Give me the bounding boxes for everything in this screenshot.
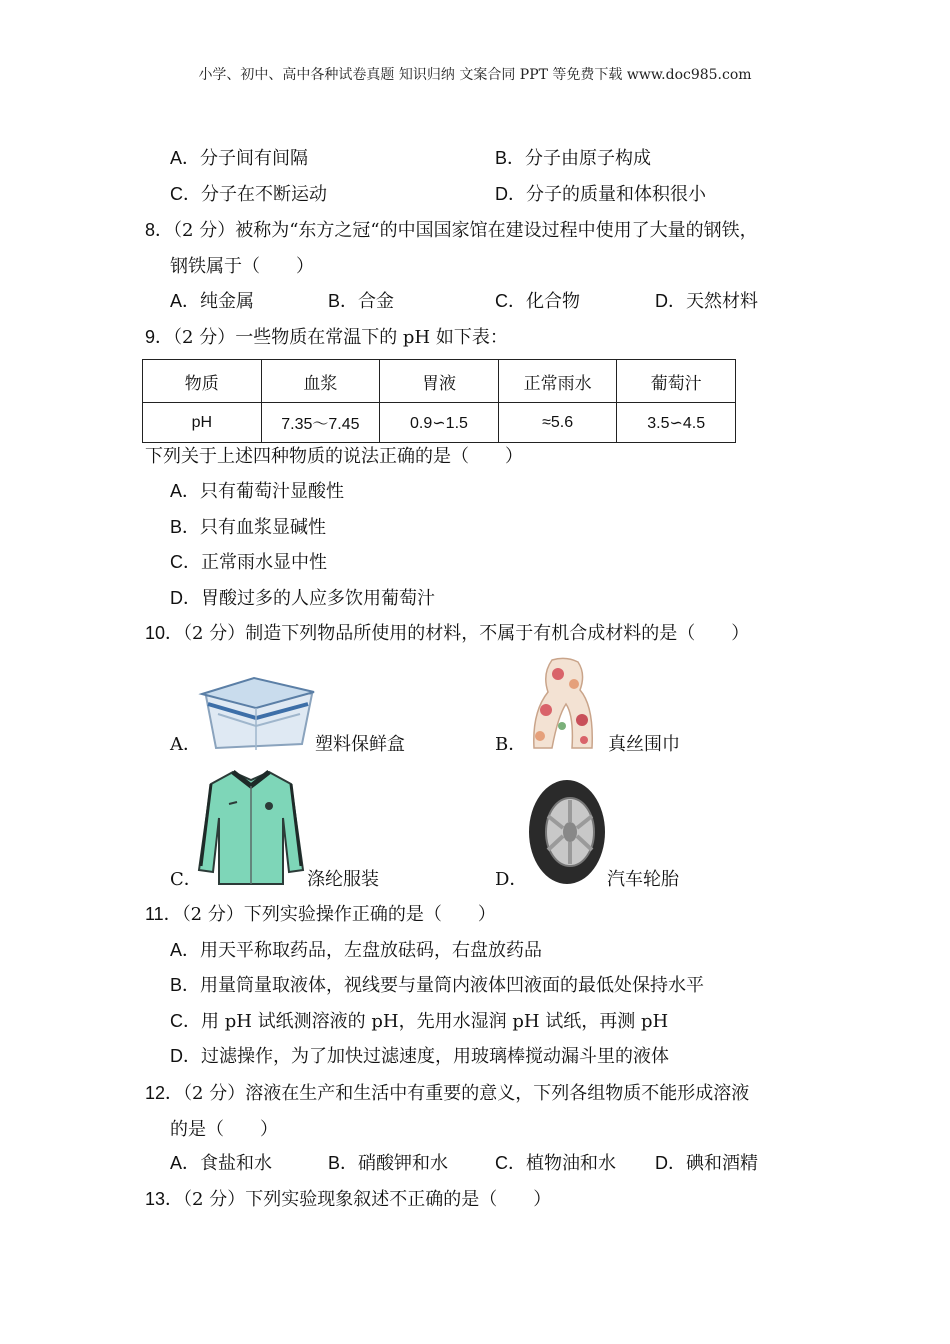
table-header-cell: 胃液 [380,360,499,403]
table-cell: pH [143,403,262,443]
question-number: 11． [145,904,182,924]
option-text: 胃酸过多的人应多饮用葡萄汁 [201,588,435,609]
question-number: 10． [145,623,184,643]
q12-option-c[interactable] [495,1154,616,1173]
question-number: 13． [145,1189,184,1209]
option-text: 碘和酒精 [686,1153,758,1174]
option-text: 分子间有间隔 [200,148,309,169]
plastic-box-icon [196,674,318,752]
q11-option-c[interactable] [170,1012,668,1031]
q9-option-b[interactable] [170,518,326,537]
q8-option-a[interactable] [170,292,254,311]
q12-option-d[interactable] [655,1154,758,1173]
option-text: 纯金属 [200,291,255,312]
q10-option-a-text: 塑料保鲜盒 [315,734,405,755]
option-letter: B． [328,1153,359,1173]
table-row [143,403,736,443]
q7-option-a[interactable] [170,149,308,168]
q9-option-d[interactable] [170,589,435,608]
option-text: 分子由原子构成 [525,148,652,169]
question-stem: （2 分）被称为“东方之冠“的中国国家馆在建设过程中使用了大量的钢铁， [173,220,758,241]
q10-option-d-text: 汽车轮胎 [607,869,679,890]
table-cell: 3.5∽4.5 [617,403,736,443]
question-number: 8． [145,220,174,240]
question-stem: （2 分）下列实验操作正确的是（ ） [181,904,496,925]
option-text: 过滤操作，为了加快过滤速度，用玻璃棒搅动漏斗里的液体 [201,1046,669,1067]
option-letter: C． [495,1153,526,1173]
option-text: 正常雨水显中性 [201,552,327,573]
option-text: 用量筒量取液体，视线要与量筒内液体凹液面的最低处保持水平 [200,975,705,996]
option-letter: D． [495,184,526,204]
q11-option-d[interactable] [170,1047,669,1066]
option-letter: A． [170,291,201,311]
option-letter: B． [328,291,359,311]
q10-option-c-text: 涤纶服装 [307,869,379,890]
option-text: 用天平称取药品，左盘放砝码，右盘放药品 [200,940,543,961]
q8-stem-line1 [145,221,758,240]
q7-option-c[interactable] [170,185,327,204]
option-letter: A． [170,481,201,501]
question-stem: （2 分）溶液在生产和生活中有重要的意义，下列各组物质不能形成溶液 [183,1083,750,1104]
table-cell: 0.9∽1.5 [380,403,499,443]
question-stem: （2 分）下列实验现象叙述不正确的是（ ） [183,1189,552,1210]
question-number: 12． [145,1083,184,1103]
option-text: 天然材料 [686,291,758,312]
option-letter: A． [170,940,201,960]
q12-option-a[interactable] [170,1154,272,1173]
q9-stem [145,328,508,347]
jacket-icon [193,766,309,888]
option-text: 硝酸钾和水 [358,1153,449,1174]
option-text: 合金 [358,291,395,312]
q9-prompt: 下列关于上述四种物质的说法正确的是（ ） [145,446,523,467]
option-text: 只有葡萄汁显酸性 [200,481,345,502]
option-letter: B． [170,975,201,995]
table-header-cell: 血浆 [261,360,380,403]
option-text: 食盐和水 [200,1153,273,1174]
car-tire-icon [526,778,608,886]
q10-option-c-letter[interactable]: C． [170,869,202,890]
option-letter: B． [495,148,526,168]
q8-stem-line2: 钢铁属于（ ） [170,256,314,277]
option-text: 植物油和水 [526,1153,616,1174]
option-text: 化合物 [526,291,580,312]
q10-option-d-letter[interactable]: D． [495,869,528,890]
option-letter: C． [495,291,526,311]
option-letter: A． [170,148,201,168]
option-text: 分子的质量和体积很小 [526,184,706,205]
option-letter: D． [170,1046,201,1066]
table-cell: ≈5.6 [498,403,617,443]
q10-option-b-letter[interactable]: B． [495,734,527,755]
option-text: 分子在不断运动 [201,184,327,205]
option-letter: C． [170,184,201,204]
ph-table [142,359,736,443]
q11-option-a[interactable] [170,941,542,960]
option-letter: C． [170,552,201,572]
option-letter: D． [170,588,201,608]
q8-option-b[interactable] [328,292,394,311]
q7-option-b[interactable] [495,149,651,168]
question-stem: （2 分）一些物质在常温下的 pH 如下表： [173,327,508,348]
option-letter: D． [655,1153,686,1173]
option-letter: D． [655,291,686,311]
q9-option-a[interactable] [170,482,344,501]
q12-stem-line1 [145,1084,749,1103]
table-header-cell: 葡萄汁 [617,360,736,403]
q7-option-d[interactable] [495,185,706,204]
silk-scarf-icon [522,656,608,750]
q12-option-b[interactable] [328,1154,448,1173]
option-text: 只有血浆显碱性 [200,517,327,538]
q8-option-c[interactable] [495,292,580,311]
table-cell: 7.35～7.45 [261,403,380,443]
page-header: 小学、初中、高中各种试卷真题 知识归纳 文案合同 PPT 等免费下载 www.doc985.com [198,67,752,83]
table-header-cell: 物质 [143,360,262,403]
q10-option-a-letter[interactable]: A． [170,734,201,755]
option-letter: B． [170,517,201,537]
question-number: 9． [145,327,174,347]
option-letter: C． [170,1011,201,1031]
q11-stem [145,905,496,924]
q9-option-c[interactable] [170,553,327,572]
q10-option-b-text: 真丝围巾 [608,734,680,755]
table-header-row [143,360,736,403]
q12-stem-line2: 的是（ ） [170,1119,278,1140]
table-header-cell: 正常雨水 [498,360,617,403]
question-stem: （2 分）制造下列物品所使用的材料，不属于有机合成材料的是（ ） [183,623,750,644]
option-text: 用 pH 试纸测溶液的 pH，先用水湿润 pH 试纸，再测 pH [201,1011,669,1032]
q10-stem [145,624,749,643]
q8-option-d[interactable] [655,292,758,311]
q11-option-b[interactable] [170,976,704,995]
option-letter: A． [170,1153,201,1173]
q13-stem [145,1190,551,1209]
